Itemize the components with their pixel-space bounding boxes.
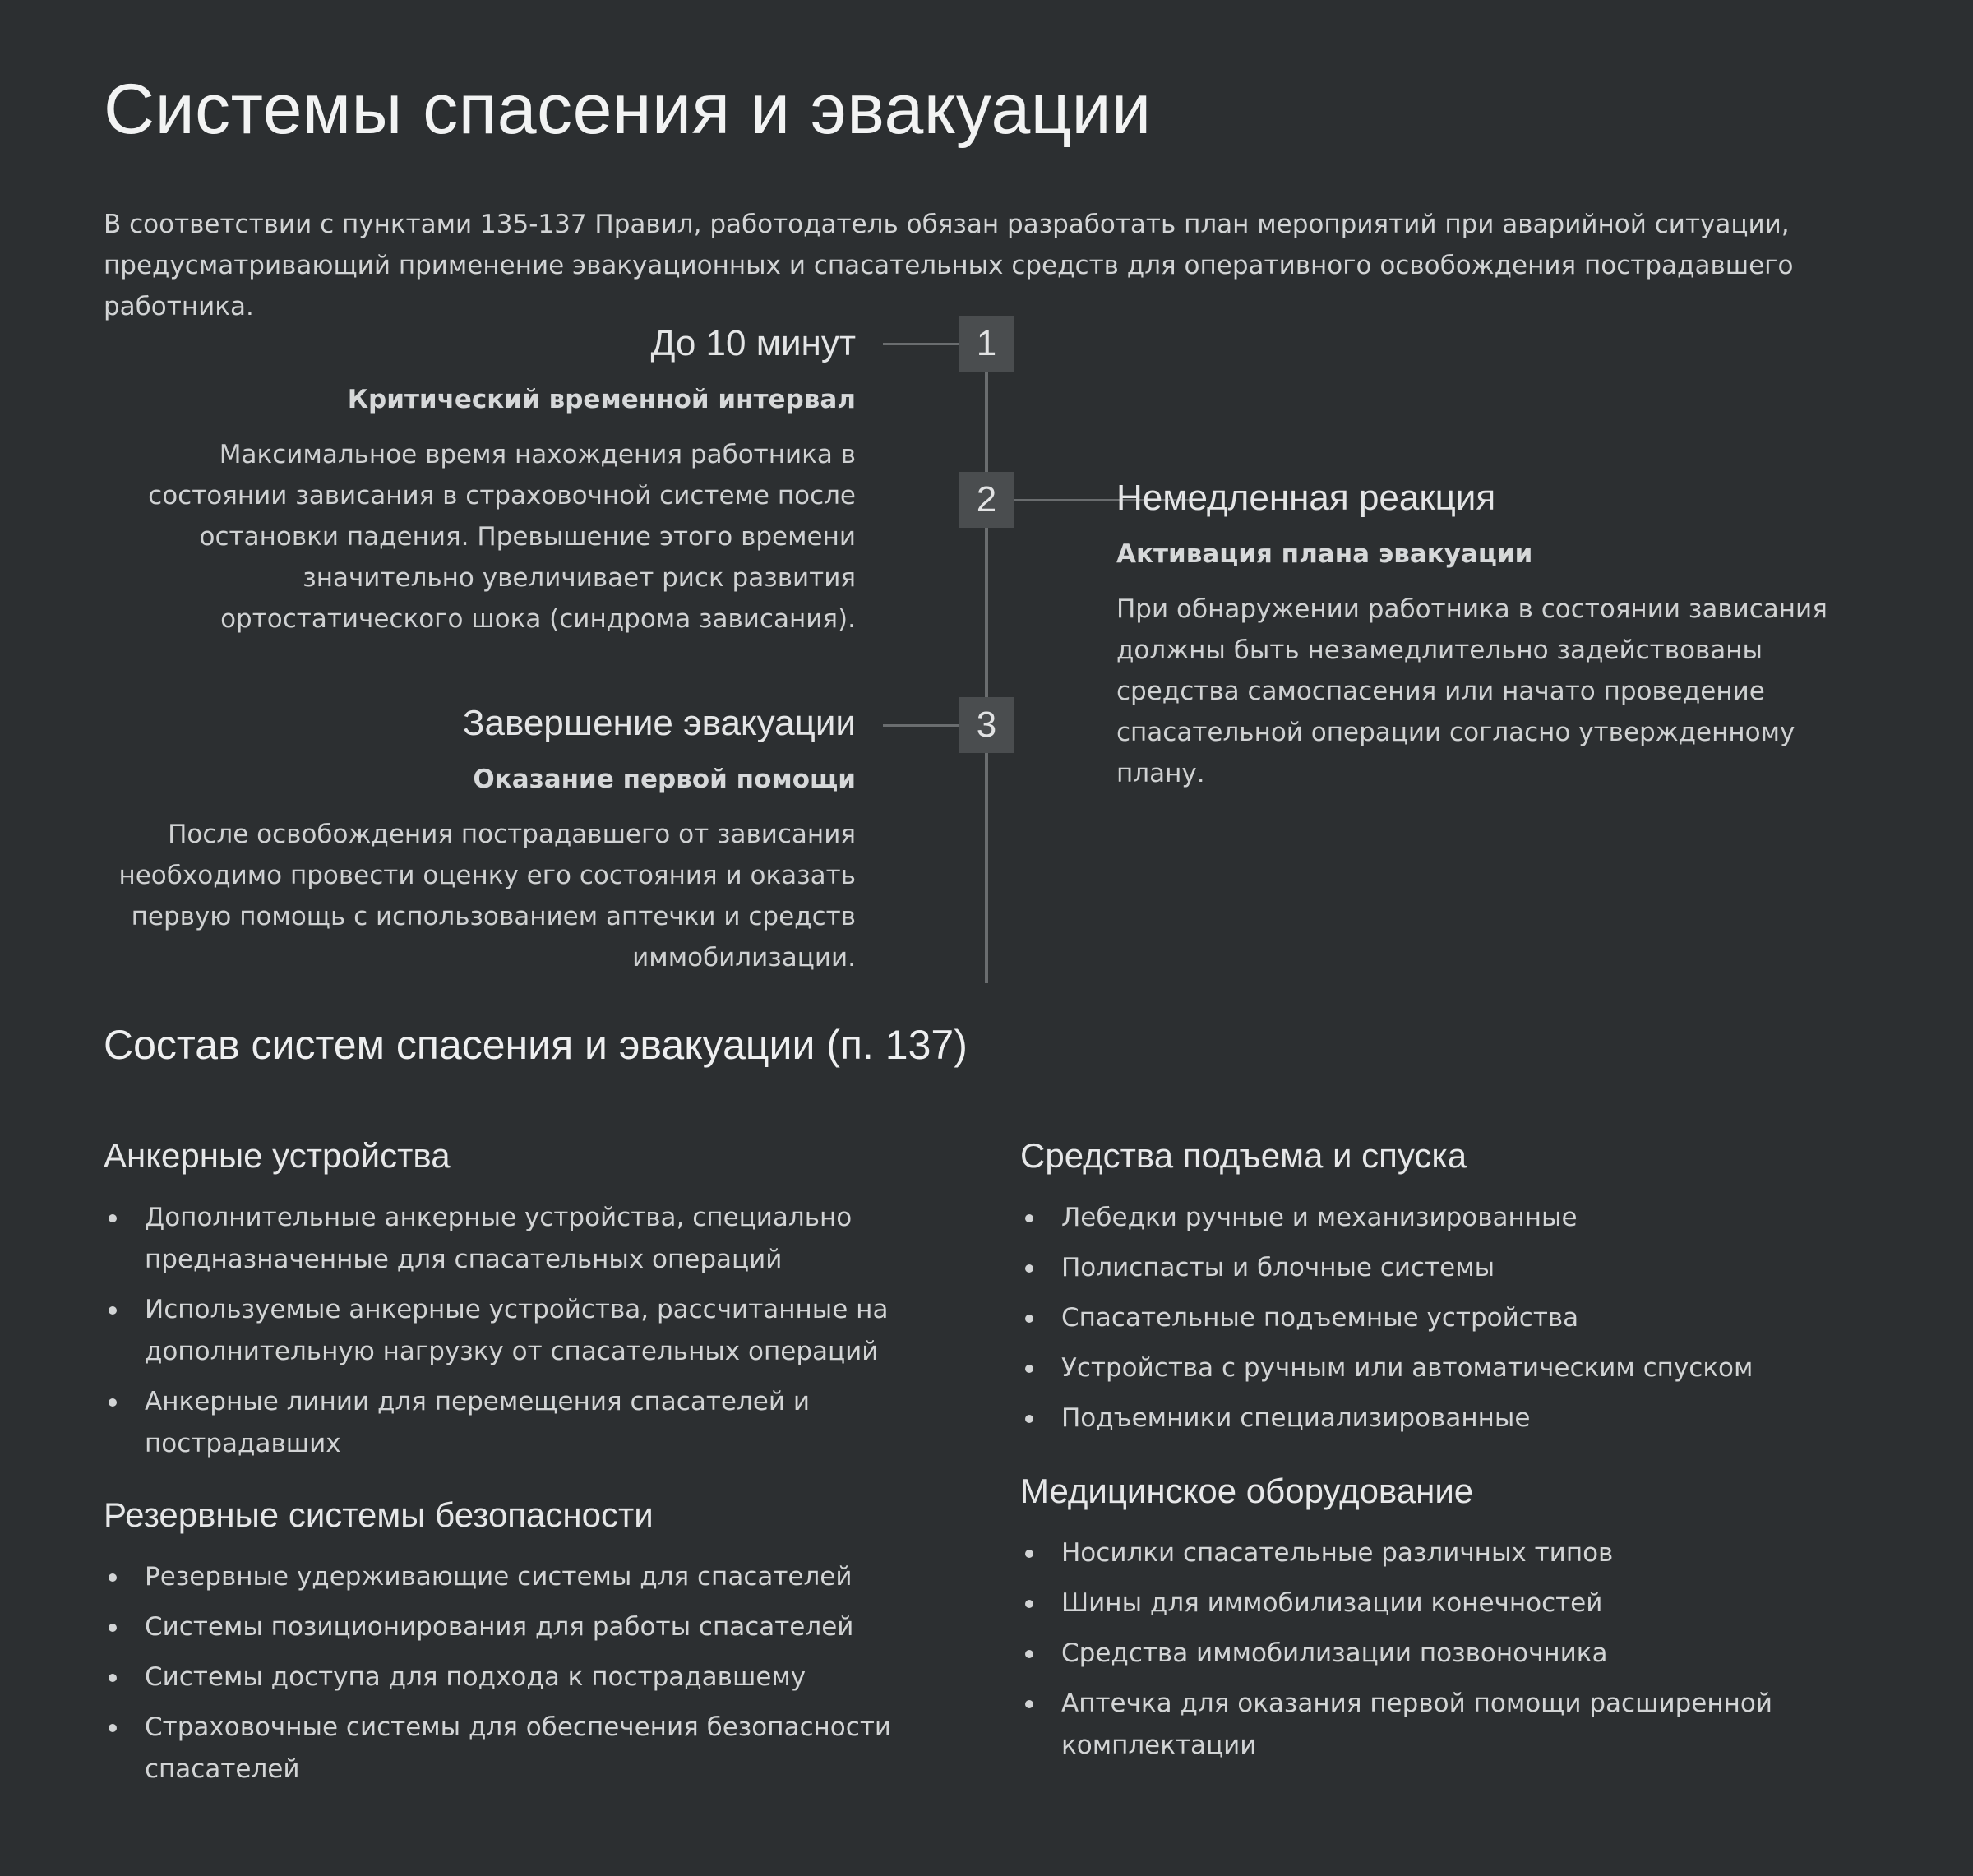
bullet-icon: [109, 1398, 117, 1407]
bullet-icon: [1025, 1264, 1033, 1273]
timeline-item-title: Немедленная реакция: [1116, 478, 1496, 518]
bullet-icon: [1025, 1700, 1033, 1708]
list-item: [1020, 1583, 1842, 1624]
list-item-text: Устройства с ручным или автоматическим спуском: [1061, 1353, 1754, 1383]
list-item: [104, 1289, 893, 1373]
list-item-text: Полиспасты и блочные системы: [1061, 1253, 1495, 1282]
timeline-connector-1: [883, 343, 959, 345]
group-anchor-devices: [104, 1133, 893, 1473]
list-item-text: Носилки спасательные различных типов: [1061, 1538, 1614, 1568]
timeline-item-subtitle: Критический временной интервал: [347, 385, 856, 414]
group-list: [1020, 1197, 1842, 1439]
intro-paragraph: В соответствии с пунктами 135-137 Правил, работодатель обязан разработать план мероприятий при аварийной ситуации, предусматривающий применение эвакуационных и спасательных средств для оперативного освобождения пострадавшего работника.: [104, 210, 1794, 321]
list-item: [1020, 1532, 1842, 1574]
list-item: [104, 1707, 893, 1791]
bullet-icon: [1025, 1600, 1033, 1608]
group-list: [1020, 1532, 1842, 1767]
timeline-line: [985, 337, 988, 983]
group-list: [104, 1197, 893, 1465]
group-backup-systems: [104, 1492, 893, 1799]
timeline-item-description: Максимальное время нахождения работника в состоянии зависания в страховочной системе после остановки падения. Превышение этого времени значительно увеличивает риск развития ортостатического шока (синдрома зависания).: [148, 440, 856, 634]
bullet-icon: [1025, 1365, 1033, 1373]
timeline-item-3: [104, 700, 856, 978]
list-item: [104, 1381, 893, 1465]
list-item-text: Страховочные системы для обеспечения безопасности спасателей: [145, 1712, 892, 1784]
group-title: Средства подъема и спуска: [1020, 1136, 1467, 1175]
bullet-icon: [1025, 1415, 1033, 1423]
list-item-text: Средства иммобилизации позвоночника: [1061, 1638, 1608, 1668]
bullet-icon: [109, 1674, 117, 1682]
list-item: [1020, 1197, 1842, 1239]
bullet-icon: [1025, 1214, 1033, 1222]
group-title: Медицинское оборудование: [1020, 1472, 1474, 1510]
list-item: [1020, 1297, 1842, 1339]
timeline-item-subtitle: Активация плана эвакуации: [1116, 539, 1533, 569]
timeline-item-2: [1116, 475, 1869, 794]
bullet-icon: [1025, 1550, 1033, 1558]
page-title: Системы спасения и эвакуации: [104, 70, 1152, 149]
list-item-text: Дополнительные анкерные устройства, специально предназначенные для спасательных операций: [145, 1203, 853, 1274]
timeline-item-1: [104, 321, 856, 640]
list-item-text: Шины для иммобилизации конечностей: [1061, 1588, 1603, 1618]
bullet-icon: [109, 1214, 117, 1222]
composition-title: Состав систем спасения и эвакуации (п. 137): [104, 1022, 968, 1068]
timeline-node-1: 1: [959, 316, 1014, 372]
timeline-item-title: До 10 минут: [650, 323, 856, 363]
list-item: [104, 1197, 893, 1281]
bullet-icon: [109, 1573, 117, 1582]
list-item-text: Анкерные линии для перемещения спасателей и пострадавших: [145, 1387, 810, 1458]
list-item-text: Системы доступа для подхода к пострадавшему: [145, 1662, 806, 1692]
list-item: [104, 1556, 893, 1598]
group-lifting-lowering: [1020, 1133, 1842, 1448]
list-item: [104, 1657, 893, 1698]
group-medical-equipment: [1020, 1468, 1842, 1775]
timeline-node-2: 2: [959, 472, 1014, 528]
timeline: [104, 312, 1869, 987]
list-item-text: Лебедки ручные и механизированные: [1061, 1203, 1578, 1232]
bullet-icon: [1025, 1650, 1033, 1658]
list-item: [1020, 1683, 1842, 1767]
group-list: [104, 1556, 893, 1791]
timeline-node-3: 3: [959, 697, 1014, 753]
timeline-connector-3: [883, 724, 959, 727]
timeline-item-subtitle: Оказание первой помощи: [473, 765, 856, 794]
timeline-item-title: Завершение эвакуации: [462, 703, 856, 743]
list-item-text: Спасательные подъемные устройства: [1061, 1303, 1579, 1333]
group-title: Резервные системы безопасности: [104, 1495, 654, 1534]
timeline-item-description: После освобождения пострадавшего от зависания необходимо провести оценку его состояния и оказать первую помощь с использованием аптечки и средств иммобилизации.: [118, 820, 856, 973]
list-item: [1020, 1398, 1842, 1439]
list-item-text: Используемые анкерные устройства, рассчитанные на дополнительную нагрузку от спасательных операций: [145, 1295, 889, 1366]
list-item-text: Системы позиционирования для работы спасателей: [145, 1612, 854, 1642]
bullet-icon: [109, 1306, 117, 1315]
list-item: [1020, 1247, 1842, 1289]
list-item-text: Аптечка для оказания первой помощи расширенной комплектации: [1061, 1689, 1773, 1760]
list-item-text: Подъемники специализированные: [1061, 1403, 1531, 1433]
list-item-text: Резервные удерживающие системы для спасателей: [145, 1562, 853, 1592]
bullet-icon: [109, 1724, 117, 1732]
bullet-icon: [109, 1624, 117, 1632]
list-item: [1020, 1347, 1842, 1389]
timeline-item-description: При обнаружении работника в состоянии зависания должны быть незамедлительно задействованы средства самоспасения или начато проведение спасательной операции согласно утвержденному плану.: [1116, 594, 1827, 788]
bullet-icon: [1025, 1315, 1033, 1323]
list-item: [1020, 1633, 1842, 1675]
group-title: Анкерные устройства: [104, 1136, 451, 1175]
list-item: [104, 1606, 893, 1648]
